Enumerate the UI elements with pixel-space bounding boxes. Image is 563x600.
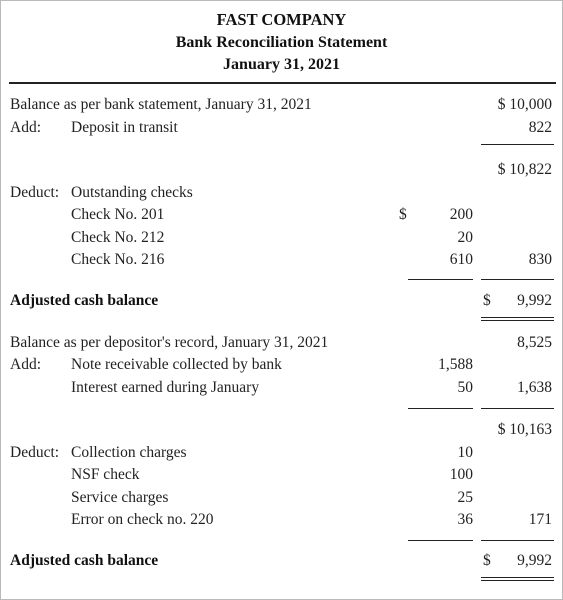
deposit-in-transit-value: 822	[528, 119, 552, 136]
header-rule	[9, 82, 556, 84]
deduction-amount: 100	[449, 466, 473, 483]
bank-balance-label: Balance as per bank statement, January 31, 2021	[10, 96, 312, 113]
currency-symbol: $	[483, 292, 491, 309]
deductions-total: 171	[528, 511, 552, 528]
deduction-label: Service charges	[71, 489, 169, 506]
additions-total: 1,638	[517, 379, 552, 396]
check-label: Check No. 216	[71, 251, 165, 268]
deposit-in-transit-label: Deposit in transit	[71, 119, 178, 136]
deduction-label: Error on check no. 220	[71, 511, 214, 528]
check-amount: 200	[449, 206, 473, 223]
company-name: FAST COMPANY	[216, 10, 347, 29]
deduction-amount: 10	[457, 444, 473, 461]
book-adjusted-value: 9,992	[517, 552, 552, 569]
currency-symbol: $	[399, 206, 407, 223]
statement-title: Bank Reconciliation Statement	[175, 34, 388, 51]
double-rule-top	[481, 577, 554, 578]
addition-label: Note receivable collected by bank	[71, 356, 282, 373]
book-subtotal-value: $ 10,163	[497, 421, 552, 438]
deduction-amount: 25	[457, 489, 473, 506]
book-add-label: Add:	[10, 356, 41, 373]
outstanding-checks-label: Outstanding checks	[71, 184, 193, 201]
outstanding-checks-total: 830	[528, 251, 552, 268]
check-amount: 610	[449, 251, 473, 268]
subtotal-rule	[408, 279, 473, 280]
book-balance-value: 8,525	[517, 334, 552, 351]
bank-deduct-label: Deduct:	[10, 184, 60, 201]
addition-amount: 50	[457, 379, 473, 396]
book-balance-label: Balance as per depositor's record, January 31, 2021	[10, 334, 329, 351]
addition-label: Interest earned during January	[71, 379, 260, 396]
bank-adjusted-label: Adjusted cash balance	[10, 292, 159, 309]
double-rule-top	[481, 317, 554, 318]
bank-adjusted-value: 9,992	[517, 292, 552, 309]
double-rule-bottom	[481, 320, 554, 321]
check-amount: 20	[457, 229, 473, 246]
total-rule	[481, 408, 554, 409]
bank-add-label: Add:	[10, 119, 41, 136]
deduction-label: Collection charges	[71, 444, 187, 461]
deduction-label: NSF check	[71, 466, 140, 483]
check-label: Check No. 212	[71, 229, 165, 246]
subtotal-rule	[408, 540, 473, 541]
check-label: Check No. 201	[71, 206, 165, 223]
deduction-amount: 36	[457, 511, 473, 528]
total-rule	[481, 279, 554, 280]
book-deduct-label: Deduct:	[10, 444, 60, 461]
addition-amount: 1,588	[438, 356, 473, 373]
total-rule	[481, 540, 554, 541]
currency-symbol: $	[483, 552, 491, 569]
subtotal-rule	[408, 408, 473, 409]
total-rule	[481, 144, 554, 145]
double-rule-bottom	[481, 580, 554, 581]
bank-subtotal-value: $ 10,822	[497, 161, 552, 178]
bank-balance-value: $ 10,000	[497, 96, 552, 113]
book-adjusted-label: Adjusted cash balance	[10, 552, 159, 569]
statement-date: January 31, 2021	[223, 56, 340, 73]
